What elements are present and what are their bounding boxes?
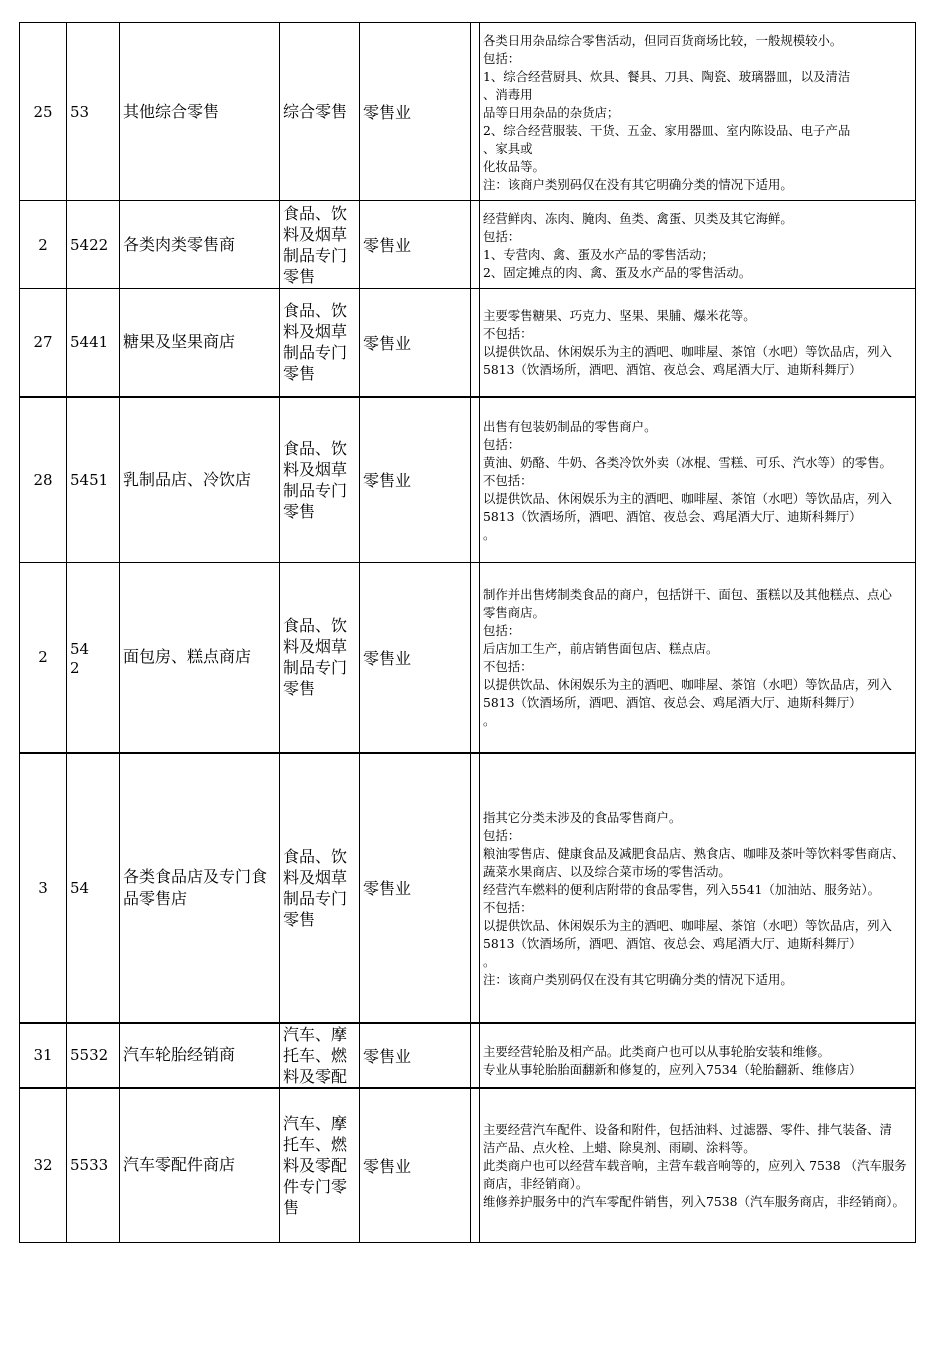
- column-divider: [471, 563, 480, 753]
- description-text: 主要经营轮胎及相产品。此类商户也可以从事轮胎安装和维修。 专业从事轮胎胎面翻新和修复的，应列入7534（轮胎翻新、维修店）: [483, 1044, 862, 1077]
- industry: 零售业: [360, 1088, 471, 1243]
- mcc-code: 5533: [67, 1088, 120, 1243]
- column-divider: [471, 397, 480, 563]
- category: 食品、饮料及烟草制品专门零售: [280, 753, 360, 1023]
- merchant-name: 乳制品店、冷饮店: [120, 397, 280, 563]
- description-text: 各类日用杂品综合零售活动，但同百货商场比较，一般规模较小。 包括： 1、综合经营厨具、炊具、餐具、刀具、陶瓷、玻璃器皿，以及清洁 、消毒用 品等日用杂品的杂货店； 2、综合经营服装、干货、五金、家用器皿、室内陈设品、电子产品 、家具或 化妆品等。 注：该商户类别码仅在没有其它明确分类的情况下适用。: [483, 32, 851, 192]
- mcc-code: 54: [67, 753, 120, 1023]
- industry: 零售业: [360, 201, 471, 289]
- category: 汽车、摩托车、燃料及零配: [280, 1023, 360, 1088]
- column-divider: [471, 753, 480, 1023]
- description: [480, 563, 916, 753]
- row-number: 2: [20, 201, 67, 289]
- merchant-name: 各类肉类零售商: [120, 201, 280, 289]
- industry: 零售业: [360, 1023, 471, 1088]
- category: 汽车、摩托车、燃料及零配件专门零售: [280, 1088, 360, 1243]
- category: 食品、饮料及烟草制品专门零售: [280, 201, 360, 289]
- mcc-code: 53: [67, 23, 120, 201]
- description-text: 出售有包装奶制品的零售商户。 包括： 黄油、奶酪、牛奶、各类冷饮外卖（冰棍、雪糕、可乐、汽水等）的零售。 不包括： 以提供饮品、休闲娱乐为主的酒吧、咖啡屋、茶馆（水吧）等饮品店，列入 5813（饮酒场所，酒吧、酒馆、夜总会、鸡尾酒大厅、迪斯科舞厅） 。: [483, 418, 892, 542]
- merchant-name: 汽车零配件商店: [120, 1088, 280, 1243]
- description: [480, 289, 916, 397]
- column-divider: [471, 289, 480, 397]
- category: 食品、饮料及烟草制品专门零售: [280, 563, 360, 753]
- column-divider: [471, 1088, 480, 1243]
- industry: 零售业: [360, 23, 471, 201]
- row-number: 27: [20, 289, 67, 397]
- mcc-code: 54 2: [67, 563, 120, 753]
- column-divider: [471, 201, 480, 289]
- description-text: 制作并出售烤制类食品的商户，包括饼干、面包、蛋糕以及其他糕点、点心 零售商店。 包括： 后店加工生产，前店销售面包店、糕点店。 不包括： 以提供饮品、休闲娱乐为主的酒吧、咖啡屋、茶馆（水吧）等饮品店，列入 5813（饮酒场所，酒吧、酒馆、夜总会、鸡尾酒大厅、迪斯科舞厅） 。: [483, 587, 892, 729]
- row-number: 32: [20, 1088, 67, 1243]
- table-row: [20, 753, 916, 1023]
- description-text: 主要经营汽车配件、设备和附件，包括油料、过滤器、零件、排气装备、清 洁产品、点火栓、上蜡、除臭剂、雨刷、涂料等。 此类商户也可以经营车载音响，主营车载音响等的，应列入 7538 （汽车服务 商店，非经销商）。 维修养护服务中的汽车零配件销售，列入7538（汽车服务商店，非经销商）。: [483, 1122, 907, 1210]
- row-number: 3: [20, 753, 67, 1023]
- description: [480, 201, 916, 289]
- mcc-code: 5532: [67, 1023, 120, 1088]
- table-row: [20, 1023, 916, 1088]
- description: [480, 1088, 916, 1243]
- description: [480, 23, 916, 201]
- description: [480, 1023, 916, 1088]
- description: [480, 397, 916, 563]
- industry: 零售业: [360, 397, 471, 563]
- merchant-name: 各类食品店及专门食品零售店: [120, 753, 280, 1023]
- description: [480, 753, 916, 1023]
- row-number: 25: [20, 23, 67, 201]
- table-row: [20, 23, 916, 201]
- row-number: 28: [20, 397, 67, 563]
- industry: 零售业: [360, 563, 471, 753]
- merchant-name: 糖果及坚果商店: [120, 289, 280, 397]
- category: 综合零售: [280, 23, 360, 201]
- column-divider: [471, 1023, 480, 1088]
- merchant-name: 面包房、糕点商店: [120, 563, 280, 753]
- description-text: 经营鲜肉、冻肉、腌肉、鱼类、禽蛋、贝类及其它海鲜。 包括： 1、专营肉、禽、蛋及水产品的零售活动； 2、固定摊点的肉、禽、蛋及水产品的零售活动。: [483, 210, 793, 280]
- mcc-code: 5422: [67, 201, 120, 289]
- mcc-table: [19, 22, 916, 1243]
- table-row: [20, 201, 916, 289]
- row-number: 31: [20, 1023, 67, 1088]
- table-row: [20, 1088, 916, 1243]
- table-row: [20, 563, 916, 753]
- category: 食品、饮料及烟草制品专门零售: [280, 397, 360, 563]
- mcc-code: 5441: [67, 289, 120, 397]
- description-text: 指其它分类未涉及的食品零售商户。 包括： 粮油零售店、健康食品及减肥食品店、熟食店、咖啡及茶叶等饮料零售商店、 蔬菜水果商店、以及综合菜市场的零售活动。 经营汽车燃料的便利店附带的食品零售，列入5541（加油站、服务站）。 不包括： 以提供饮品、休闲娱乐为主的酒吧、咖啡屋、茶馆（水吧）等饮品店，列入 5813（饮酒场所，酒吧、酒馆、夜总会、鸡尾酒大厅、迪斯科舞厅） 。 注：该商户类别码仅在没有其它明确分类的情况下适用。: [483, 809, 905, 987]
- merchant-name: 其他综合零售: [120, 23, 280, 201]
- merchant-name: 汽车轮胎经销商: [120, 1023, 280, 1088]
- description-text: 主要零售糖果、巧克力、坚果、果脯、爆米花等。 不包括： 以提供饮品、休闲娱乐为主的酒吧、咖啡屋、茶馆（水吧）等饮品店，列入 5813（饮酒场所，酒吧、酒馆、夜总会、鸡尾酒大厅、迪斯科舞厅）: [483, 308, 892, 378]
- industry: 零售业: [360, 753, 471, 1023]
- column-divider: [471, 23, 480, 201]
- table-row: [20, 397, 916, 563]
- mcc-code: 5451: [67, 397, 120, 563]
- row-number: 2: [20, 563, 67, 753]
- category: 食品、饮料及烟草制品专门零售: [280, 289, 360, 397]
- industry: 零售业: [360, 289, 471, 397]
- table-row: [20, 289, 916, 397]
